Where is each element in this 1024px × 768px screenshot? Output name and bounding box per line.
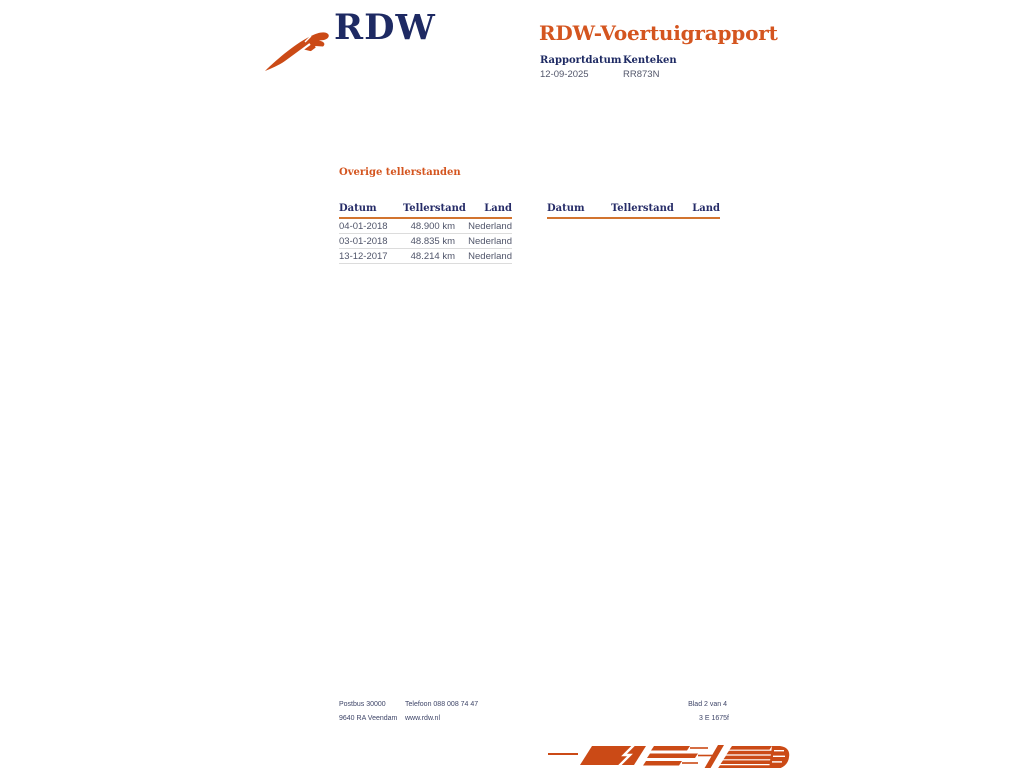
speed-lines-graphic xyxy=(548,744,790,768)
cell-tellerstand: 48.214 km xyxy=(410,250,455,262)
table-header-row xyxy=(339,203,512,219)
rapportdatum-label: Rapportdatum xyxy=(540,55,622,66)
column-header-datum: Datum xyxy=(547,203,585,214)
odometer-table-left xyxy=(339,203,512,264)
footer-address-line1: Postbus 30000 xyxy=(339,701,386,708)
field-rapportdatum xyxy=(540,55,622,80)
cell-land: Nederland xyxy=(468,250,512,262)
odometer-table-right xyxy=(547,203,720,219)
cell-tellerstand: 48.835 km xyxy=(410,235,455,247)
cell-tellerstand: 48.900 km xyxy=(410,220,455,232)
table-row xyxy=(339,249,512,264)
column-header-land: Land xyxy=(692,203,720,214)
field-kenteken xyxy=(623,55,677,80)
footer-address-line2: 9640 RA Veendam xyxy=(339,715,398,722)
rdw-logo-text: RDW xyxy=(334,7,436,48)
section-heading-overige-tellerstanden: Overige tellerstanden xyxy=(339,167,461,178)
table-row xyxy=(339,219,512,234)
column-header-tellerstand: Tellerstand xyxy=(611,203,674,214)
kenteken-label: Kenteken xyxy=(623,55,677,66)
column-header-datum: Datum xyxy=(339,203,377,214)
column-header-land: Land xyxy=(484,203,512,214)
cell-datum: 04-01-2018 xyxy=(339,220,388,232)
cell-land: Nederland xyxy=(468,235,512,247)
cell-land: Nederland xyxy=(468,220,512,232)
footer-form-code: 3 E 1675f xyxy=(699,715,729,722)
footer-phone: Telefoon 088 008 74 47 xyxy=(405,701,479,708)
footer-website: www.rdw.nl xyxy=(405,715,441,722)
kenteken-value: RR873N xyxy=(623,69,660,80)
cell-datum: 03-01-2018 xyxy=(339,235,388,247)
column-header-tellerstand: Tellerstand xyxy=(403,203,466,214)
report-title: RDW-Voertuigrapport xyxy=(539,21,778,45)
rdw-eagle-icon xyxy=(264,28,330,72)
footer-page-number: Blad 2 van 4 xyxy=(688,701,727,708)
table-row xyxy=(339,234,512,249)
rapportdatum-value: 12-09-2025 xyxy=(540,69,589,80)
table-header-row xyxy=(547,203,720,219)
cell-datum: 13-12-2017 xyxy=(339,250,388,262)
